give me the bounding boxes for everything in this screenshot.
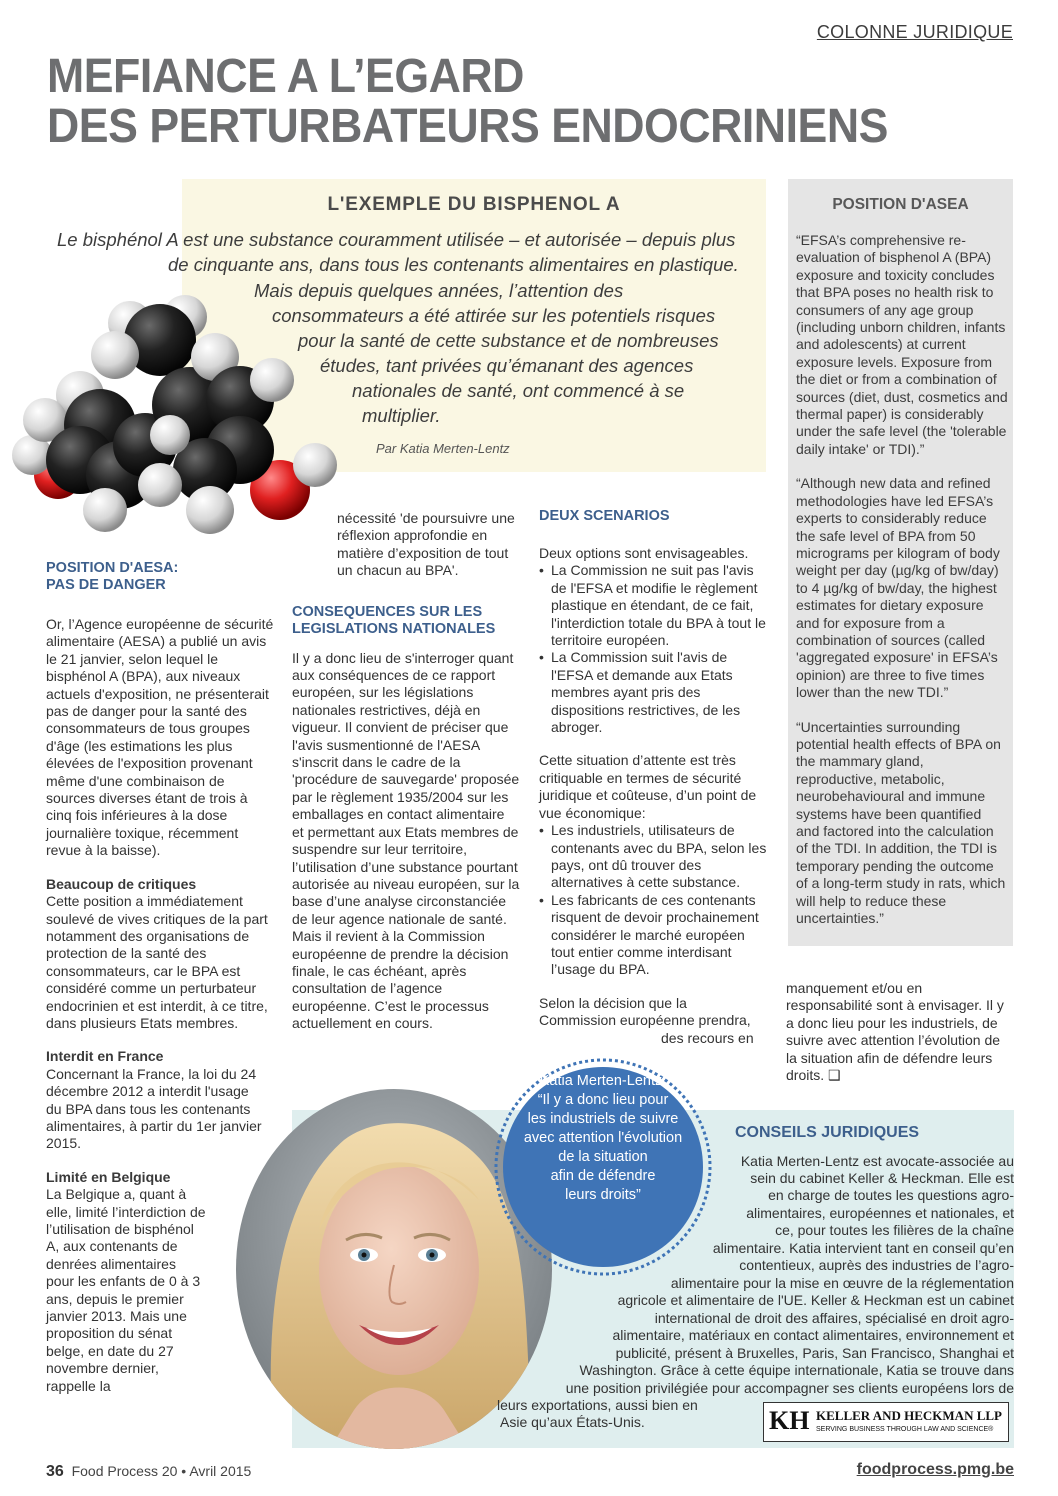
col1-paragraph: Concernant la France, la loi du 24 décembre 2012 a interdit l'usage du BPA dans tous les contenants alimentaires, à partir du 1er janvier 2015. [46, 1065, 262, 1152]
consult-line: leurs exportations, aussi bien en [497, 1397, 698, 1413]
col3-paragraph: Cette situation d’attente est très critiquable en termes de sécurité juridique et coûteuse, d’un point de vue économique: [539, 752, 757, 821]
text-line: Selon la décision que la [539, 994, 687, 1011]
col2-heading [292, 604, 520, 638]
intro-line: pour la santé de cette substance et de nombreuses [298, 330, 719, 351]
quote-line: leurs droits” [565, 1187, 641, 1203]
sidebar-text [796, 232, 1008, 944]
col3-heading: DEUX SCENARIOS [539, 508, 670, 524]
col3-options-list [539, 562, 767, 736]
col1-paragraph: Cette position a immédiatement soulevé de vives critiques de la part notamment des organisations de protection de la santé des consommateurs, car le BPA est considéré comme un perturbateur endocrinien et est interdit, à ce titre, dans plusieurs Etats membres. [46, 893, 268, 1031]
intro-line: études, tant privées qu’émanant des agences [320, 355, 694, 376]
consult-line: sein du cabinet Keller & Heckman. Elle est [750, 1170, 1014, 1186]
byline: Par Katia Merten-Lentz [376, 441, 510, 456]
intro-line: nationales de santé, ont commencé à se [352, 380, 685, 401]
intro-line: de cinquante ans, dans tous les contenants alimentaires en plastique. [168, 254, 739, 275]
col3-paragraph-end [539, 995, 767, 1047]
logo-monogram: KH [769, 1406, 810, 1435]
consult-line: une position privilégiée pour accompagner ses clients européens lors de [565, 1380, 1014, 1396]
col4-text: manquement et/ou en responsabilité sont à envisager. Il y a donc lieu pour les industriels, de suivre avec attention l’évolution de la situation afin de défendre leurs droits. [786, 980, 1004, 1084]
quote-line: afin de défendre [550, 1168, 656, 1184]
quote-line: “Il y a donc lieu pour [537, 1092, 669, 1108]
consult-line: alimentaires, européennes et nationales, et [746, 1205, 1014, 1221]
col3-intro: Deux options sont envisageables. [539, 545, 749, 561]
sidebar-paragraph: “EFSA’s comprehensive re-evaluation of bisphenol A (BPA) exposure and toxicity concludes that BPA poses no health risk to consumers of any age group (including unborn children, infants and adolescents) at current exposure levels. Exposure from the diet or from a combination of sources (diet, dust, cosmetics and thermal paper) is considerably under the safe level (the 'tolerable daily intake' or TDI).” [796, 232, 1008, 457]
intro-heading: L'EXEMPLE DU BISPHENOL A [327, 194, 621, 215]
consult-line: international de droit des affaires, spécialisé en droit agro- [654, 1310, 1014, 1326]
col1-subheading: Beaucoup de critiques [46, 875, 197, 892]
quote-line: les industriels de suivre [527, 1111, 679, 1127]
article-title [47, 52, 940, 152]
intro-line: multiplier. [362, 405, 441, 426]
consult-line: alimentaire pour la mise en œuvre de la réglementation [670, 1275, 1014, 1291]
col1-heading-line: PAS DE DANGER [46, 577, 166, 593]
col2-heading-line: LEGISLATIONS NATIONALES [292, 620, 496, 637]
consult-line: Washington. Grâce à cette équipe internationale, Katia se trouve dans [579, 1362, 1014, 1378]
col1-paragraph: La Belgique a, quant à elle, limité l’interdiction de l’utilisation de bisphénol A, aux contenants de denrées alimentaires pour les enfants de 0 à 3 ans, depuis le premier janvier 2013. Mais une proposition du sénat belge, en date du 27 novembre dernier, rappelle la [46, 1186, 206, 1394]
col2-continuation: nécessité 'de poursuivre une réflexion approfondie en matière d’exposition de tout un chacun au BPA'. [337, 510, 515, 579]
keller-heckman-logo [763, 1402, 1009, 1442]
col1-subheading: Interdit en France [46, 1048, 164, 1065]
consult-title: CONSEILS JURIDIQUES [735, 1124, 920, 1141]
intro-line: consommateurs a été attirée sur les potentiels risques [272, 305, 716, 326]
consult-line: ce, pour toutes les filières de la chaîne [775, 1222, 1014, 1238]
sidebar-paragraph: “Although new data and refined methodologies have led EFSA’s experts to considerably reduce the safe level of BPA from 50 micrograms per kilogram of body weight per day (µg/kg of bw/day) to 4 µg/kg of bw/day, the highest estimates for dietary exposure and for exposure from a combination of sources (called 'aggregated exposure' in EFSA’s opinion) are three to five times lower than the new TDI.” [796, 475, 1000, 701]
col1-subheading: Limité en Belgique [46, 1168, 171, 1185]
col1-heading-line: POSITION D'AESA: [46, 560, 179, 576]
text-line: des recours en [661, 1029, 754, 1046]
quote-author: Katia Merten-Lentz: [539, 1073, 667, 1089]
footer-left [46, 1463, 251, 1481]
sidebar-paragraph: “Uncertainties surrounding potential health effects of BPA on the mammary gland, reproductive, metabolic, neurobehavioural and immune systems have been quantified and factored into the calculation of the TDI. In addition, the TDI is temporary pending the outcome of a long-term study in rats, which will help to reduce these uncertainties.” [796, 718, 1006, 927]
consult-line: publicité, présent à Bruxelles, Paris, San Francisco, Shanghai et [615, 1345, 1014, 1361]
list-item: • La Commission suit l'avis de l'EFSA et demande aux Etats membres ayant pris des dispositions restrictives, de les abroger. [539, 649, 767, 736]
column-3 [539, 508, 767, 1047]
quote-line: avec attention l'évolution [523, 1130, 683, 1146]
intro-line: Le bisphénol A est une substance couramment utilisée – et autorisée – depuis plus [57, 229, 736, 250]
logo-name: KELLER AND HECKMAN LLP [816, 1408, 1002, 1423]
list-item: • Les industriels, utilisateurs de contenants avec du BPA, selon les pays, ont dû trouver des alternatives à cette substance. [539, 822, 767, 892]
col2-paragraph: Il y a donc lieu de s'interroger quant aux conséquences de ce rapport européen, sur les législations nationales restrictives, déjà en vigueur. Il convient de préciser que l'avis susmentionné de l'AESA s'inscrit dans le cadre de la 'procédure de sauvegarde' proposée par le règlement 1935/2004 sur les emballages en contact alimentaire et permettant aux Etats membres de suspendre sur leur territoire, l’utilisation d’une substance pourtant autorisée au niveau européen, sur la base d’une analyse circonstanciée de leur agence nationale de santé. Mais il revient à la Commission européenne de prendre la décision finale, le cas échéant, après consultation de l’agence européenne. C’est le processus actuellement en cours. [292, 649, 520, 1032]
intro-line: Mais depuis quelques années, l’attention des [254, 280, 624, 301]
consult-line: en charge de toutes les questions agro- [768, 1187, 1014, 1203]
end-mark-icon: ❑ [828, 1067, 841, 1084]
title-line-2: DES PERTURBATEURS ENDOCRINIENS [47, 100, 888, 153]
list-item: • La Commission ne suit pas l'avis de l'EFSA et modifie le règlement plastique en étendant, de ce fait, l'interdiction totale du BPA à tout le territoire européen. [539, 562, 767, 649]
col1-paragraph: Or, l’Agence européenne de sécurité alimentaire (AESA) a publié un avis le 21 janvier, selon lequel le bisphénol A (BPA), aux niveaux actuels d'exposition, ne présenterait pas de danger pour la santé des consommateurs de tous groupes d'âge (les estimations les plus élevées de l'exposition provenant même d'une combinaison de sources diverses étant de trois à cinq fois inférieures à la dose journalière toxique, récemment revue à la baisse). [46, 616, 274, 859]
col2-heading-line: CONSEQUENCES SUR LES [292, 603, 483, 620]
title-line-1: MEFIANCE A L’EGARD [47, 50, 524, 103]
bisphenol-molecule-image [10, 285, 340, 545]
consult-line: alimentaire. Katia intervient tant en conseil qu’en [712, 1240, 1014, 1256]
text-line: Commission européenne prendra, [539, 1012, 751, 1029]
consult-line: alimentaire, matériaux en contact alimentaires, environnement et [612, 1327, 1014, 1343]
col1-heading [46, 560, 274, 594]
footer-url-link[interactable]: foodprocess.pmg.be [856, 1461, 1014, 1478]
consult-line: contentieux, auprès des industries de l’agro- [739, 1257, 1014, 1273]
column-4-continuation [786, 980, 1008, 1084]
col3-consequences-list [539, 822, 767, 979]
section-tag: COLONNE JURIDIQUE [816, 22, 1013, 42]
pull-quote [494, 1072, 712, 1205]
consult-line: Katia Merten-Lentz est avocate-associée au [740, 1153, 1014, 1169]
page-number: 36 [46, 1463, 64, 1480]
quote-line: de la situation [558, 1149, 648, 1165]
consult-line: agricole et alimentaire de l'UE. Keller & Heckman est un cabinet [617, 1292, 1014, 1308]
sidebar-title: POSITION D'ASEA [832, 196, 969, 213]
logo-tagline: SERVING BUSINESS THROUGH LAW AND SCIENCE® [816, 1426, 994, 1433]
publication-name: Food Process 20 • Avril 2015 [71, 1463, 252, 1479]
list-item: • Les fabricants de ces contenants risquent de devoir prochainement considérer le marché européen tout entier comme interdisant l’usage du BPA. [539, 892, 767, 979]
column-2 [292, 510, 520, 1049]
consult-line: Asie qu’aux États-Unis. [500, 1414, 645, 1430]
